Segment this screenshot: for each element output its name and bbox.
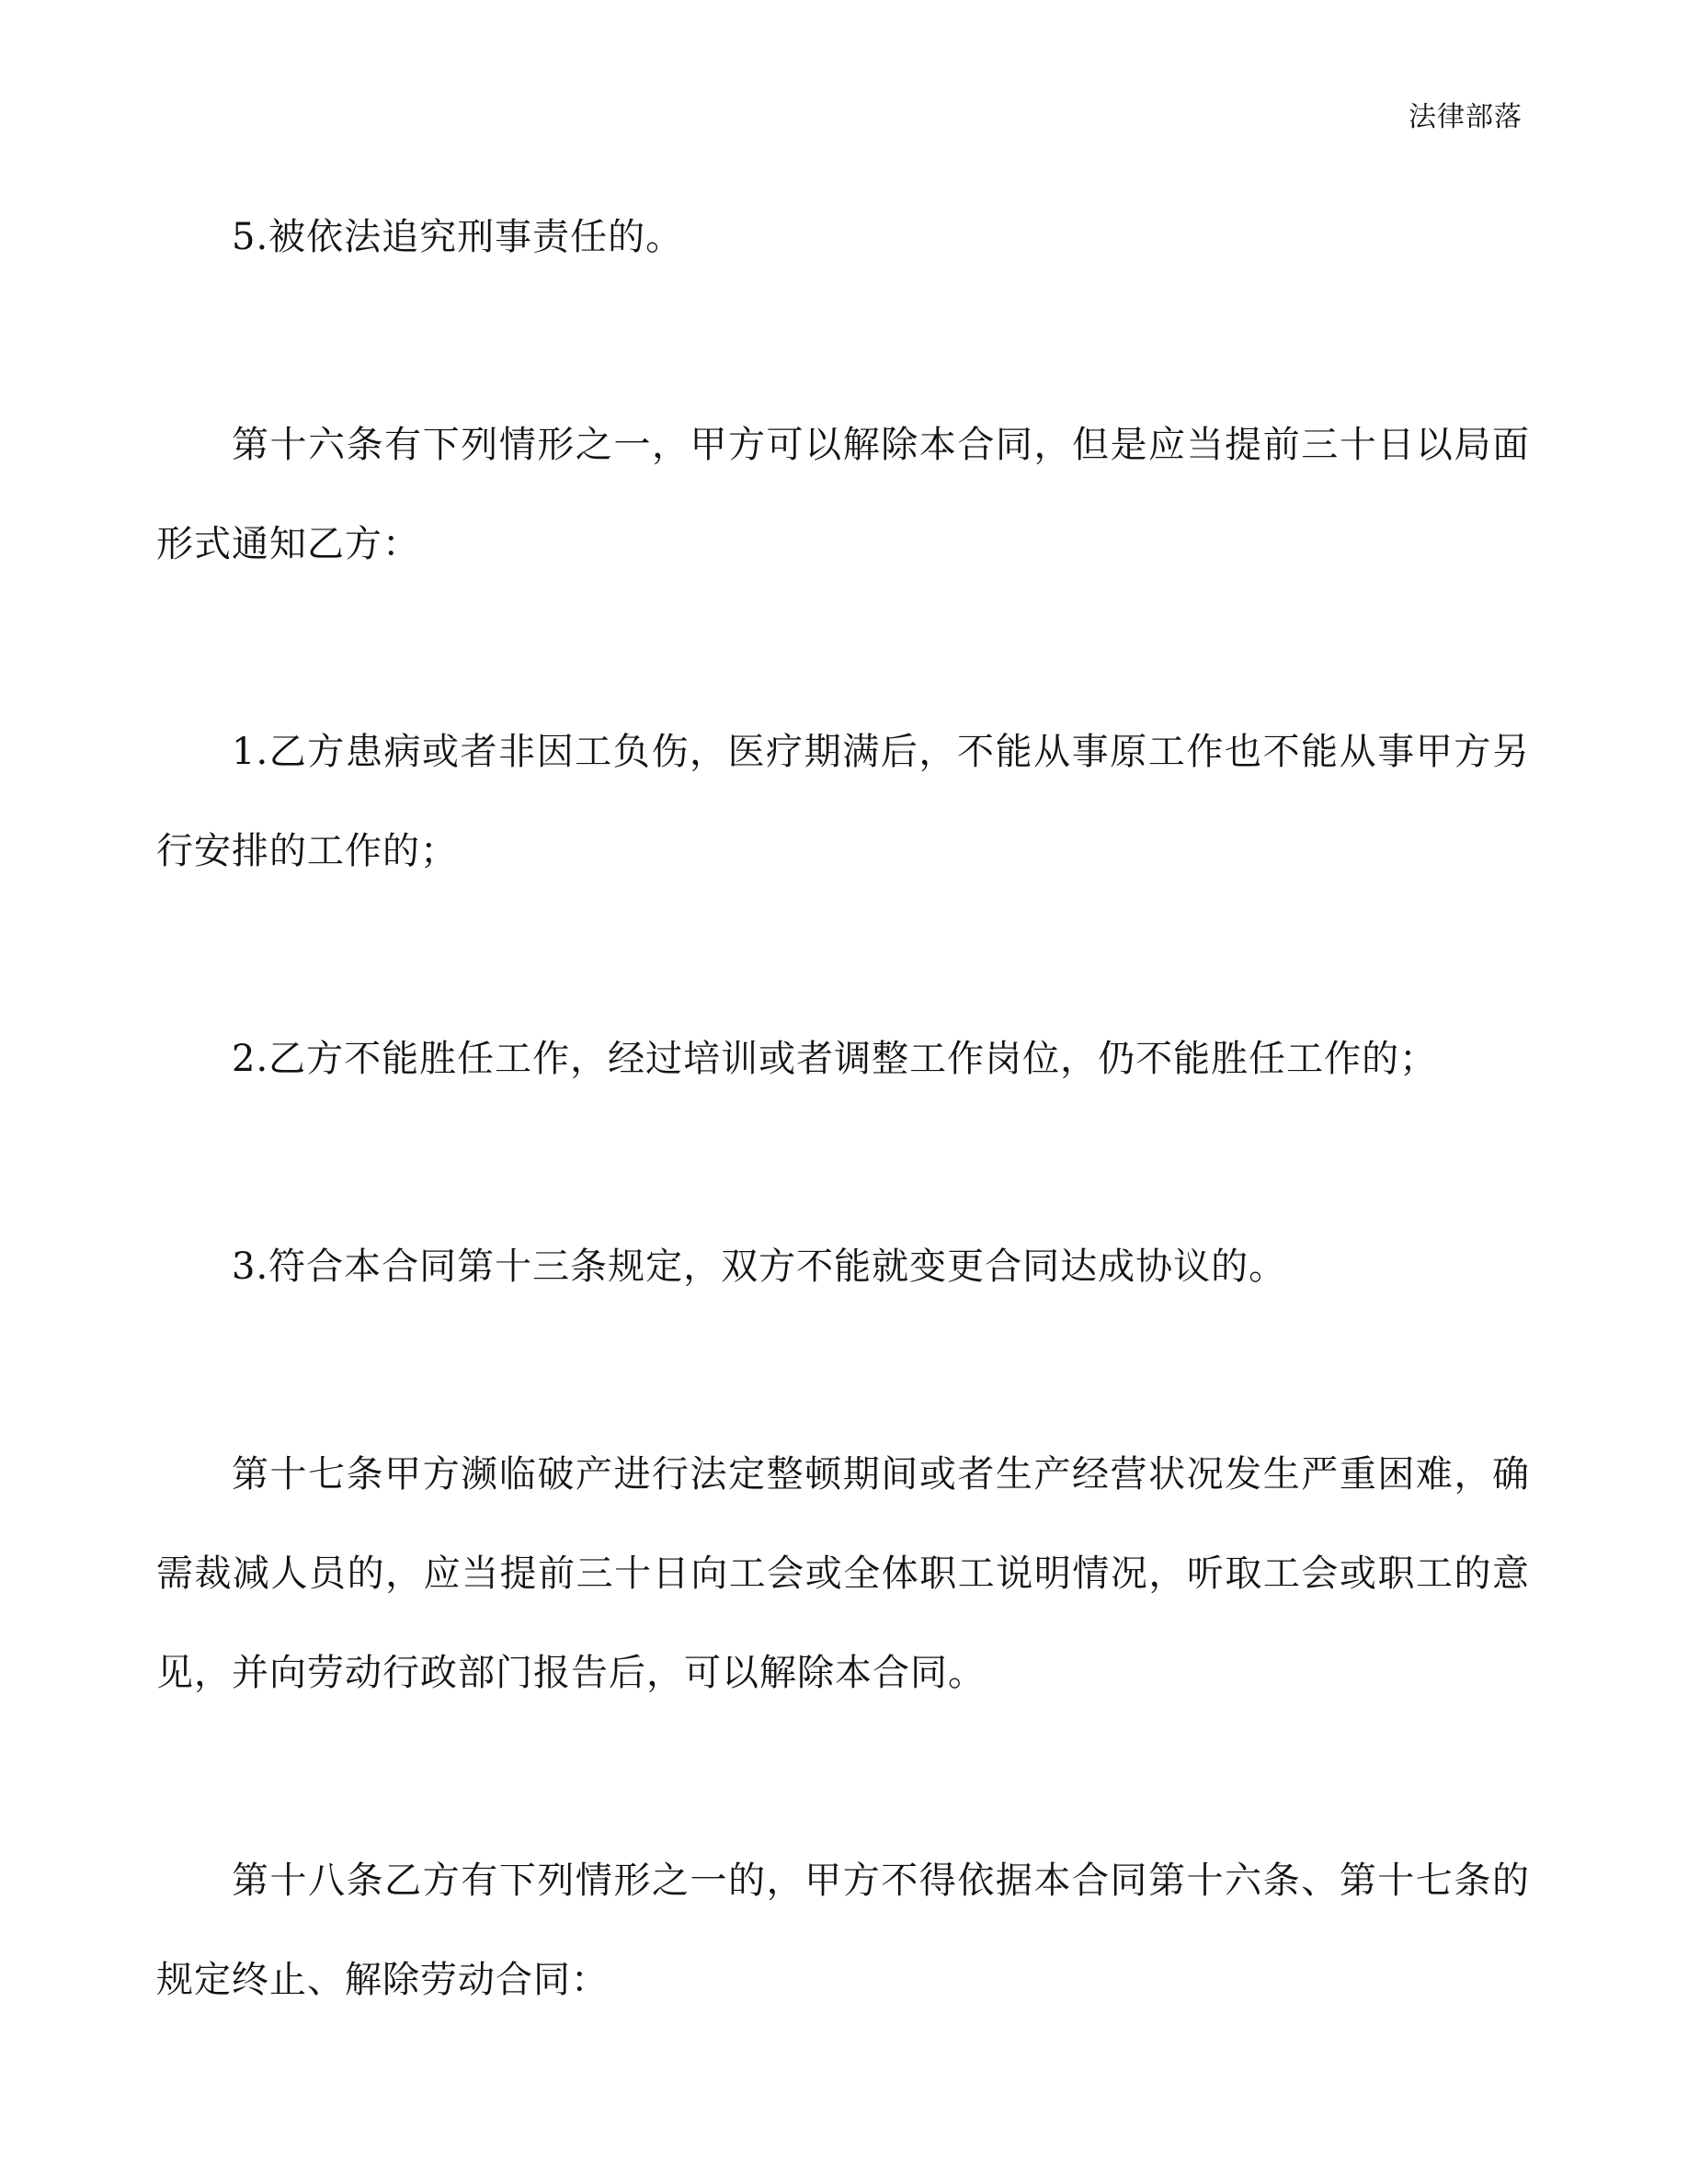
page-header: 法律部落 [1409, 101, 1523, 133]
paragraph-article-18: 第十八条乙方有下列情形之一的，甲方不得依据本合同第十六条、第十七条的规定终止、解除劳动合同： [156, 1860, 1530, 2001]
paragraph-article-17: 第十七条甲方濒临破产进行法定整顿期间或者生产经营状况发生严重困难，确需裁减人员的，应当提前三十日向工会或全体职工说明情况，听取工会或职工的意见，并向劳动行政部门报告后，可以解除本合同。 [156, 1453, 1530, 1694]
paragraph-article-16: 第十六条有下列情形之一，甲方可以解除本合同，但是应当提前三十日以局面形式通知乙方： [156, 424, 1530, 565]
paragraph-item-3: 3.符合本合同第十三条规定，双方不能就变更合同达成协议的。 [232, 1246, 1287, 1288]
document-body [156, 188, 1530, 2030]
paragraph-item-5: 5.被依法追究刑事责任的。 [232, 216, 684, 258]
paragraph-item-2: 2.乙方不能胜任工作，经过培训或者调整工作岗位，仍不能胜任工作的； [232, 1038, 1438, 1080]
paragraph-item-1: 1.乙方患病或者非因工负伤，医疗期满后，不能从事原工作也不能从事甲方另行安排的工作的； [156, 731, 1530, 872]
